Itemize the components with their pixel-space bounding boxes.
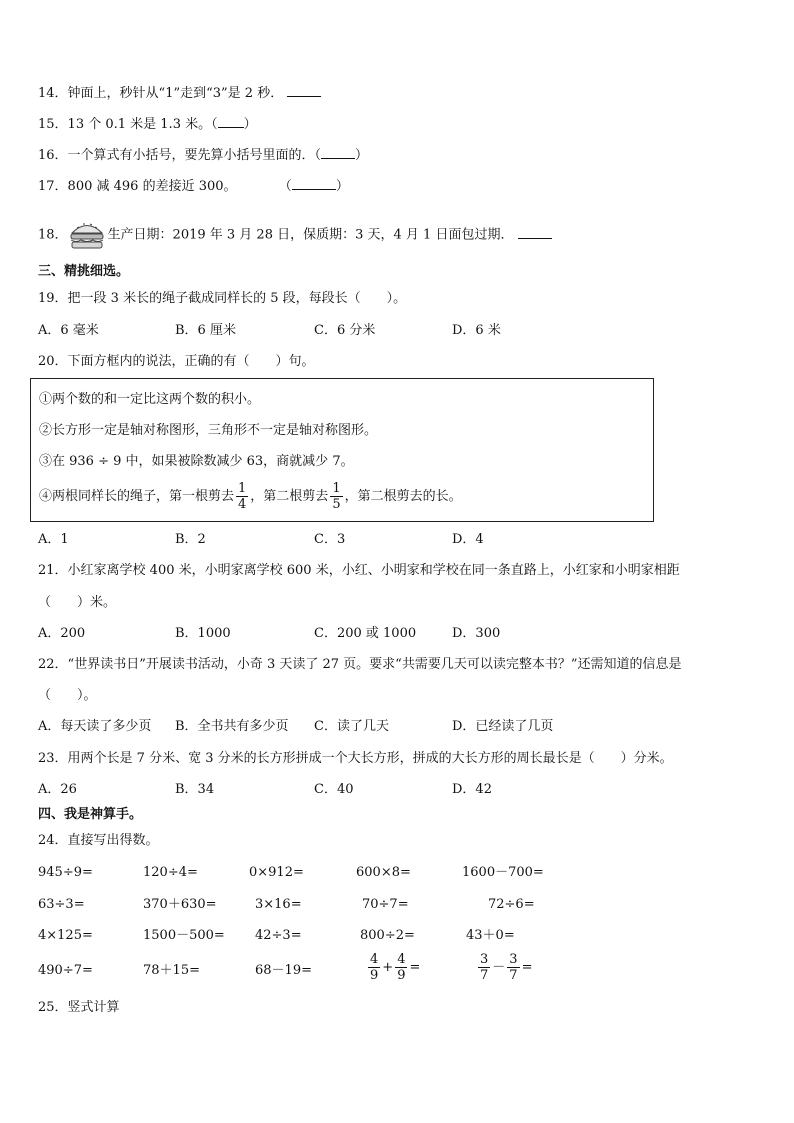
question-text: 14．钟面上，秒针从“1”走到“3”是 2 秒．	[38, 86, 284, 101]
question-18	[38, 218, 552, 252]
fraction-one-quarter	[236, 481, 248, 512]
operator: +	[382, 960, 394, 975]
option-d[interactable]: D．4	[452, 532, 484, 547]
answer-blank[interactable]	[518, 226, 552, 239]
fraction-difference	[476, 952, 532, 983]
paren-close: ）	[243, 117, 257, 132]
question-24: 24．直接写出得数。	[38, 833, 159, 848]
fraction-denominator: 4	[238, 497, 247, 512]
calc-item: 63÷3=	[38, 897, 85, 912]
calc-item: 78＋15=	[143, 963, 200, 978]
calc-item: 800÷2=	[360, 928, 415, 943]
section-title-3: 三、精挑细选。	[38, 264, 130, 279]
fraction-sum	[366, 952, 420, 983]
answer-blank[interactable]	[287, 84, 321, 97]
statement-1: ①两个数的和一定比这两个数的积小。	[39, 392, 261, 407]
option-c[interactable]: C．6 分米	[314, 323, 376, 338]
question-text: 17．800 减 496 的差接近 300。	[38, 179, 237, 194]
option-a[interactable]: A．6 毫米	[38, 323, 99, 338]
question-15	[38, 115, 257, 134]
option-d[interactable]: D．6 米	[452, 323, 501, 338]
fraction-denominator: 7	[480, 968, 489, 983]
option-c[interactable]: C．40	[314, 782, 354, 797]
option-d[interactable]: D．42	[452, 782, 492, 797]
question-20: 20．下面方框内的说法，正确的有（ ）句。	[38, 354, 315, 369]
question-14	[38, 84, 321, 103]
statement-4-part-c: ，第二根剪去的长。	[344, 489, 462, 504]
statement-4-part-b: ，第二根剪去	[250, 489, 329, 504]
calc-item: 1600－700=	[462, 865, 544, 880]
fraction-one-fifth	[330, 481, 342, 512]
option-b[interactable]: B．2	[175, 532, 206, 547]
calc-item: 490÷7=	[38, 963, 93, 978]
calc-item: 945÷9=	[38, 865, 93, 880]
question-22-continued: （ ）。	[38, 688, 97, 703]
fraction-numerator: 1	[238, 481, 247, 496]
calc-item: 43＋0=	[466, 928, 515, 943]
question-21-continued: （ ）米。	[38, 595, 117, 610]
fraction	[478, 952, 490, 983]
calc-item: 0×912=	[249, 865, 304, 880]
calc-item: 120÷4=	[143, 865, 198, 880]
answer-blank[interactable]	[218, 115, 244, 128]
paren-open: （	[278, 179, 292, 194]
fraction-numerator: 3	[480, 952, 489, 967]
option-c[interactable]: C．200 或 1000	[314, 626, 417, 641]
option-d[interactable]: D．已经读了几页	[452, 719, 554, 734]
bread-icon	[68, 218, 106, 252]
question-16	[38, 146, 368, 165]
statement-2: ②长方形一定是轴对称图形，三角形不一定是轴对称图形。	[39, 423, 378, 438]
option-a[interactable]: A．每天读了多少页	[38, 719, 152, 734]
option-a[interactable]: A．1	[38, 532, 69, 547]
option-b[interactable]: B．1000	[175, 626, 231, 641]
option-b[interactable]: B．34	[175, 782, 215, 797]
answer-blank[interactable]	[292, 177, 336, 190]
statement-3: ③在 936 ÷ 9 中，如果被除数减少 63，商就减少 7。	[39, 454, 354, 469]
calc-item: 72÷6=	[488, 897, 535, 912]
calc-item: 4×125=	[38, 928, 93, 943]
fraction-numerator: 4	[397, 952, 406, 967]
question-22: 22．“世界读书日”开展读书活动，小奇 3 天读了 27 页。要求“共需要几天可以读完整本书？”还需知道的信息是	[38, 657, 682, 672]
question-17	[38, 177, 349, 196]
question-19: 19．把一段 3 米长的绳子截成同样长的 5 段，每段长（ ）。	[38, 291, 407, 306]
question-25: 25．竖式计算	[38, 1000, 120, 1015]
calc-item: 3×16=	[255, 897, 302, 912]
equals-sign: =	[521, 960, 533, 975]
option-a[interactable]: A．200	[38, 626, 86, 641]
option-c[interactable]: C．3	[314, 532, 346, 547]
option-d[interactable]: D．300	[452, 626, 501, 641]
calc-item: 68－19=	[255, 963, 312, 978]
equals-sign: =	[409, 960, 421, 975]
question-number: 18．	[38, 227, 68, 243]
statement-4	[39, 481, 462, 512]
calc-item: 370＋630=	[143, 897, 217, 912]
fraction-denominator: 5	[332, 497, 341, 512]
calc-item: 42÷3=	[255, 928, 302, 943]
option-c[interactable]: C．读了几天	[314, 719, 389, 734]
section-title-4: 四、我是神算手。	[38, 807, 143, 822]
fraction-denominator: 7	[509, 968, 518, 983]
paren-close: ）	[335, 179, 349, 194]
question-text: 15．13 个 0.1 米是 1.3 米。（	[38, 117, 218, 132]
option-b[interactable]: B．6 厘米	[175, 323, 236, 338]
fraction-denominator: 9	[370, 968, 379, 983]
question-23: 23．用两个长是 7 分米、宽 3 分米的长方形拼成一个大长方形，拼成的大长方形的周长最长是（ ）分米。	[38, 751, 673, 766]
fraction	[507, 952, 519, 983]
question-text: 16．一个算式有小括号，要先算小括号里面的．（	[38, 148, 322, 163]
paren-close: ）	[355, 148, 369, 163]
calc-item: 1500－500=	[143, 928, 225, 943]
fraction	[368, 952, 380, 983]
fraction-numerator: 1	[332, 481, 341, 496]
option-b[interactable]: B．全书共有多少页	[175, 719, 289, 734]
fraction-denominator: 9	[397, 968, 406, 983]
operator: －	[492, 960, 506, 975]
calc-item: 600×8=	[356, 865, 411, 880]
option-a[interactable]: A．26	[38, 782, 77, 797]
fraction-numerator: 4	[370, 952, 379, 967]
question-text: 生产日期：2019 年 3 月 28 日，保质期：3 天，4 月 1 日面包过期．	[107, 227, 514, 243]
statement-box	[30, 378, 654, 522]
fraction	[395, 952, 407, 983]
statement-4-part-a: ④两根同样长的绳子，第一根剪去	[39, 489, 235, 504]
answer-blank[interactable]	[321, 146, 355, 159]
fraction-numerator: 3	[509, 952, 518, 967]
question-21: 21．小红家离学校 400 米，小明家离学校 600 米，小红、小明家和学校在同一条直路上，小红家和小明家相距	[38, 563, 680, 578]
calc-item: 70÷7=	[362, 897, 409, 912]
